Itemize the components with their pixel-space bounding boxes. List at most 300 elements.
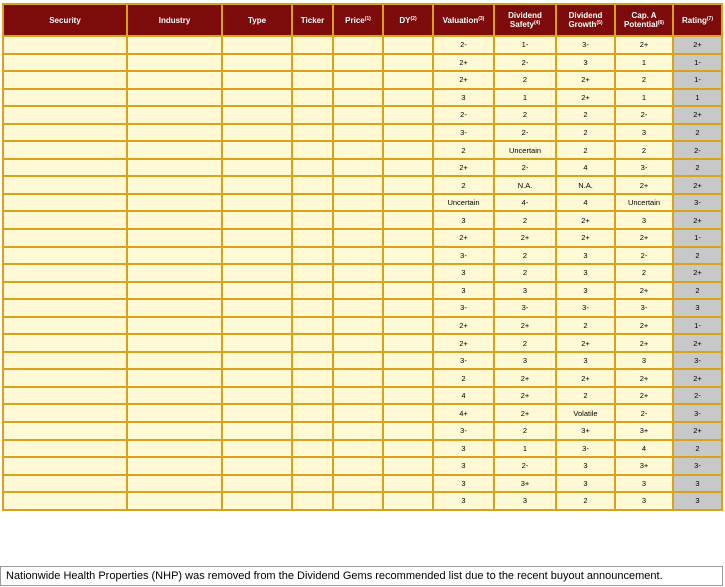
dividend-growth-cell: 3 (556, 475, 615, 493)
empty-cell (3, 492, 127, 510)
rating-cell: 1- (673, 71, 722, 89)
empty-cell (3, 422, 127, 440)
cap-potential-cell: 4 (615, 440, 673, 458)
dividend-safety-cell: 3 (494, 282, 556, 300)
empty-cell (127, 247, 222, 265)
empty-cell (3, 194, 127, 212)
rating-cell: 1- (673, 229, 722, 247)
cap-potential-cell: 2- (615, 404, 673, 422)
dividend-safety-cell: 2+ (494, 387, 556, 405)
valuation-cell: 2 (433, 141, 494, 159)
empty-cell (333, 124, 383, 142)
empty-cell (383, 282, 433, 300)
table-row (3, 369, 722, 387)
table-row (3, 404, 722, 422)
dividend-growth-cell: 3 (556, 247, 615, 265)
empty-cell (3, 106, 127, 124)
empty-cell (383, 106, 433, 124)
empty-cell (127, 141, 222, 159)
empty-cell (222, 282, 292, 300)
empty-cell (383, 159, 433, 177)
cap-potential-cell: 3 (615, 211, 673, 229)
valuation-cell: 3 (433, 475, 494, 493)
empty-cell (333, 229, 383, 247)
dividend-growth-cell: 2 (556, 124, 615, 142)
empty-cell (127, 352, 222, 370)
dividend-safety-cell: 2 (494, 422, 556, 440)
table-row (3, 387, 722, 405)
dividend-growth-cell: 2+ (556, 229, 615, 247)
empty-cell (333, 141, 383, 159)
empty-cell (127, 159, 222, 177)
empty-cell (222, 492, 292, 510)
dividend-growth-cell: 2+ (556, 334, 615, 352)
empty-cell (127, 54, 222, 72)
dividend-safety-cell: 2+ (494, 229, 556, 247)
empty-cell (127, 299, 222, 317)
rating-cell: 3- (673, 352, 722, 370)
cap-potential-cell: 2+ (615, 369, 673, 387)
empty-cell (383, 369, 433, 387)
table-header-row (3, 4, 722, 36)
empty-cell (222, 124, 292, 142)
empty-cell (292, 159, 333, 177)
dividend-growth-cell: 2+ (556, 71, 615, 89)
dividend-growth-cell: 3 (556, 457, 615, 475)
empty-cell (292, 229, 333, 247)
dividend-growth-cell: 2 (556, 317, 615, 335)
dividend-safety-cell: Uncertain (494, 141, 556, 159)
dividend-safety-cell: 2+ (494, 404, 556, 422)
valuation-cell: 2+ (433, 334, 494, 352)
empty-cell (3, 176, 127, 194)
empty-cell (127, 440, 222, 458)
column-header-price: Price$^{(1)}$ (333, 4, 383, 36)
cap-potential-cell: Uncertain (615, 194, 673, 212)
empty-cell (3, 229, 127, 247)
empty-cell (292, 440, 333, 458)
empty-cell (127, 475, 222, 493)
valuation-cell: 3 (433, 264, 494, 282)
empty-cell (333, 176, 383, 194)
empty-cell (383, 229, 433, 247)
empty-cell (3, 211, 127, 229)
empty-cell (333, 440, 383, 458)
dividend-growth-cell: 3+ (556, 422, 615, 440)
empty-cell (3, 124, 127, 142)
table-row (3, 352, 722, 370)
cap-potential-cell: 3 (615, 492, 673, 510)
rating-cell: 3- (673, 404, 722, 422)
dividend-safety-cell: 2 (494, 106, 556, 124)
dividend-growth-cell: N.A. (556, 176, 615, 194)
valuation-cell: 3 (433, 440, 494, 458)
cap-potential-cell: 2+ (615, 317, 673, 335)
empty-cell (222, 440, 292, 458)
empty-cell (292, 317, 333, 335)
ratings-table (2, 3, 723, 511)
empty-cell (127, 211, 222, 229)
cap-potential-cell: 2+ (615, 229, 673, 247)
cap-potential-cell: 3+ (615, 422, 673, 440)
empty-cell (127, 89, 222, 107)
empty-cell (222, 71, 292, 89)
column-header-dy: DY$^{(2)}$ (383, 4, 433, 36)
empty-cell (333, 387, 383, 405)
empty-cell (127, 492, 222, 510)
empty-cell (383, 404, 433, 422)
dividend-safety-cell: 2- (494, 159, 556, 177)
dividend-growth-cell: 2 (556, 387, 615, 405)
empty-cell (3, 387, 127, 405)
table-row (3, 141, 722, 159)
dividend-safety-cell: 2 (494, 334, 556, 352)
rating-cell: 2 (673, 282, 722, 300)
empty-cell (127, 317, 222, 335)
table-row (3, 54, 722, 72)
empty-cell (292, 176, 333, 194)
rating-cell: 2+ (673, 422, 722, 440)
empty-cell (333, 299, 383, 317)
dividend-safety-cell: 2- (494, 457, 556, 475)
dividend-growth-cell: 3 (556, 282, 615, 300)
table-row (3, 247, 722, 265)
empty-cell (3, 36, 127, 54)
empty-cell (383, 422, 433, 440)
empty-cell (127, 36, 222, 54)
dividend-safety-cell: 2+ (494, 317, 556, 335)
empty-cell (127, 124, 222, 142)
empty-cell (222, 404, 292, 422)
empty-cell (383, 352, 433, 370)
valuation-cell: 2 (433, 176, 494, 194)
cap-potential-cell: 2 (615, 264, 673, 282)
dividend-growth-cell: 3 (556, 352, 615, 370)
empty-cell (333, 282, 383, 300)
empty-cell (292, 299, 333, 317)
table-row (3, 264, 722, 282)
empty-cell (333, 475, 383, 493)
rating-cell: 1 (673, 89, 722, 107)
empty-cell (222, 54, 292, 72)
cap-potential-cell: 2 (615, 141, 673, 159)
table-row (3, 457, 722, 475)
dividend-safety-cell: 1 (494, 440, 556, 458)
rating-cell: 2+ (673, 211, 722, 229)
empty-cell (333, 36, 383, 54)
rating-cell: 2- (673, 387, 722, 405)
empty-cell (222, 317, 292, 335)
cap-potential-cell: 3- (615, 159, 673, 177)
empty-cell (127, 334, 222, 352)
cap-potential-cell: 3 (615, 124, 673, 142)
table-row (3, 89, 722, 107)
empty-cell (292, 106, 333, 124)
dividend-growth-cell: 3- (556, 440, 615, 458)
empty-cell (127, 194, 222, 212)
valuation-cell: 4 (433, 387, 494, 405)
table-row (3, 106, 722, 124)
empty-cell (222, 106, 292, 124)
empty-cell (222, 229, 292, 247)
empty-cell (292, 71, 333, 89)
empty-cell (222, 36, 292, 54)
column-header-industry: Industry (127, 4, 222, 36)
dividend-safety-cell: 1- (494, 36, 556, 54)
empty-cell (292, 334, 333, 352)
empty-cell (222, 176, 292, 194)
table-row (3, 124, 722, 142)
cap-potential-cell: 2+ (615, 282, 673, 300)
dividend-growth-cell: 3 (556, 264, 615, 282)
dividend-growth-cell: 2+ (556, 211, 615, 229)
table-row (3, 422, 722, 440)
valuation-cell: 4+ (433, 404, 494, 422)
empty-cell (127, 457, 222, 475)
dividend-safety-cell: 4- (494, 194, 556, 212)
valuation-cell: 3- (433, 124, 494, 142)
empty-cell (222, 211, 292, 229)
empty-cell (383, 124, 433, 142)
empty-cell (222, 159, 292, 177)
empty-cell (292, 89, 333, 107)
empty-cell (383, 36, 433, 54)
column-header-rating: Rating$^{(7)}$ (673, 4, 722, 36)
empty-cell (333, 54, 383, 72)
empty-cell (333, 352, 383, 370)
valuation-cell: 3 (433, 457, 494, 475)
empty-cell (383, 299, 433, 317)
column-header-dividend-growth: Dividend Growth$^{(5)}$ (556, 4, 615, 36)
empty-cell (3, 247, 127, 265)
empty-cell (127, 422, 222, 440)
rating-cell: 3 (673, 299, 722, 317)
column-header-valuation: Valuation$^{(3)}$ (433, 4, 494, 36)
empty-cell (222, 264, 292, 282)
cap-potential-cell: 1 (615, 54, 673, 72)
table-row (3, 440, 722, 458)
rating-cell: 3- (673, 194, 722, 212)
empty-cell (292, 247, 333, 265)
empty-cell (3, 404, 127, 422)
table-row (3, 299, 722, 317)
empty-cell (3, 89, 127, 107)
empty-cell (383, 141, 433, 159)
empty-cell (3, 264, 127, 282)
empty-cell (127, 387, 222, 405)
empty-cell (127, 369, 222, 387)
empty-cell (333, 247, 383, 265)
empty-cell (333, 422, 383, 440)
ratings-table-container (2, 3, 721, 511)
table-row (3, 475, 722, 493)
empty-cell (127, 229, 222, 247)
cap-potential-cell: 2- (615, 247, 673, 265)
dividend-growth-cell: 3- (556, 36, 615, 54)
valuation-cell: 3 (433, 211, 494, 229)
valuation-cell: 3- (433, 422, 494, 440)
empty-cell (383, 317, 433, 335)
empty-cell (222, 141, 292, 159)
empty-cell (292, 264, 333, 282)
empty-cell (383, 334, 433, 352)
empty-cell (127, 176, 222, 194)
empty-cell (222, 387, 292, 405)
column-header-ticker: Ticker (292, 4, 333, 36)
empty-cell (222, 89, 292, 107)
empty-cell (383, 54, 433, 72)
table-row (3, 282, 722, 300)
rating-cell: 2 (673, 440, 722, 458)
empty-cell (383, 440, 433, 458)
rating-cell: 2 (673, 159, 722, 177)
empty-cell (383, 89, 433, 107)
empty-cell (127, 71, 222, 89)
column-header-cap-a-potential: Cap. A Potential$^{(6)}$ (615, 4, 673, 36)
dividend-safety-cell: 2 (494, 211, 556, 229)
empty-cell (383, 211, 433, 229)
column-header-type: Type (222, 4, 292, 36)
empty-cell (222, 247, 292, 265)
table-row (3, 36, 722, 54)
table-row (3, 229, 722, 247)
valuation-cell: 3 (433, 492, 494, 510)
empty-cell (292, 457, 333, 475)
rating-cell: 2 (673, 247, 722, 265)
rating-cell: 1- (673, 54, 722, 72)
dividend-growth-cell: 2 (556, 492, 615, 510)
valuation-cell: 3- (433, 247, 494, 265)
empty-cell (292, 369, 333, 387)
empty-cell (127, 264, 222, 282)
table-row (3, 194, 722, 212)
table-row (3, 71, 722, 89)
table-body (3, 36, 722, 510)
empty-cell (292, 404, 333, 422)
empty-cell (3, 334, 127, 352)
dividend-growth-cell: 3- (556, 299, 615, 317)
empty-cell (3, 457, 127, 475)
valuation-cell: 2- (433, 106, 494, 124)
empty-cell (3, 369, 127, 387)
dividend-growth-cell: Volatile (556, 404, 615, 422)
valuation-cell: 3- (433, 352, 494, 370)
rating-cell: 2+ (673, 106, 722, 124)
dividend-safety-cell: 3- (494, 299, 556, 317)
empty-cell (333, 404, 383, 422)
rating-cell: 2+ (673, 334, 722, 352)
empty-cell (3, 352, 127, 370)
empty-cell (383, 457, 433, 475)
dividend-growth-cell: 3 (556, 54, 615, 72)
valuation-cell: 3 (433, 282, 494, 300)
empty-cell (383, 247, 433, 265)
empty-cell (333, 89, 383, 107)
cap-potential-cell: 3- (615, 299, 673, 317)
table-row (3, 211, 722, 229)
dividend-growth-cell: 2+ (556, 369, 615, 387)
valuation-cell: 2 (433, 369, 494, 387)
empty-cell (292, 422, 333, 440)
rating-cell: 2+ (673, 369, 722, 387)
dividend-safety-cell: 3 (494, 492, 556, 510)
valuation-cell: 2+ (433, 229, 494, 247)
valuation-cell: 2- (433, 36, 494, 54)
empty-cell (127, 404, 222, 422)
empty-cell (383, 492, 433, 510)
cap-potential-cell: 3 (615, 475, 673, 493)
cap-potential-cell: 2+ (615, 334, 673, 352)
cap-potential-cell: 2+ (615, 176, 673, 194)
empty-cell (333, 457, 383, 475)
empty-cell (292, 54, 333, 72)
dividend-safety-cell: 2 (494, 247, 556, 265)
cap-potential-cell: 1 (615, 89, 673, 107)
valuation-cell: 2+ (433, 159, 494, 177)
empty-cell (333, 106, 383, 124)
dividend-safety-cell: 2- (494, 124, 556, 142)
empty-cell (222, 299, 292, 317)
empty-cell (292, 194, 333, 212)
dividend-safety-cell: 3+ (494, 475, 556, 493)
cap-potential-cell: 2- (615, 106, 673, 124)
cap-potential-cell: 3 (615, 352, 673, 370)
valuation-cell: Uncertain (433, 194, 494, 212)
empty-cell (292, 352, 333, 370)
empty-cell (3, 317, 127, 335)
rating-cell: 2+ (673, 176, 722, 194)
valuation-cell: 2+ (433, 54, 494, 72)
dividend-growth-cell: 2 (556, 141, 615, 159)
empty-cell (383, 71, 433, 89)
empty-cell (383, 176, 433, 194)
dividend-safety-cell: 3 (494, 352, 556, 370)
cap-potential-cell: 3+ (615, 457, 673, 475)
table-row (3, 176, 722, 194)
rating-cell: 2 (673, 124, 722, 142)
empty-cell (333, 369, 383, 387)
cap-potential-cell: 2 (615, 71, 673, 89)
table-row (3, 317, 722, 335)
empty-cell (222, 475, 292, 493)
empty-cell (333, 194, 383, 212)
rating-cell: 1- (673, 317, 722, 335)
empty-cell (222, 457, 292, 475)
rating-cell: 3 (673, 492, 722, 510)
rating-cell: 2+ (673, 36, 722, 54)
empty-cell (3, 282, 127, 300)
empty-cell (333, 71, 383, 89)
empty-cell (333, 334, 383, 352)
dividend-safety-cell: 2- (494, 54, 556, 72)
dividend-growth-cell: 2 (556, 106, 615, 124)
rating-cell: 2- (673, 141, 722, 159)
empty-cell (292, 475, 333, 493)
dividend-growth-cell: 4 (556, 194, 615, 212)
empty-cell (3, 299, 127, 317)
valuation-cell: 2+ (433, 71, 494, 89)
empty-cell (222, 352, 292, 370)
column-header-security: Security (3, 4, 127, 36)
empty-cell (3, 159, 127, 177)
empty-cell (333, 317, 383, 335)
empty-cell (333, 492, 383, 510)
empty-cell (333, 264, 383, 282)
dividend-safety-cell: 2 (494, 264, 556, 282)
valuation-cell: 3 (433, 89, 494, 107)
table-row (3, 159, 722, 177)
empty-cell (3, 141, 127, 159)
